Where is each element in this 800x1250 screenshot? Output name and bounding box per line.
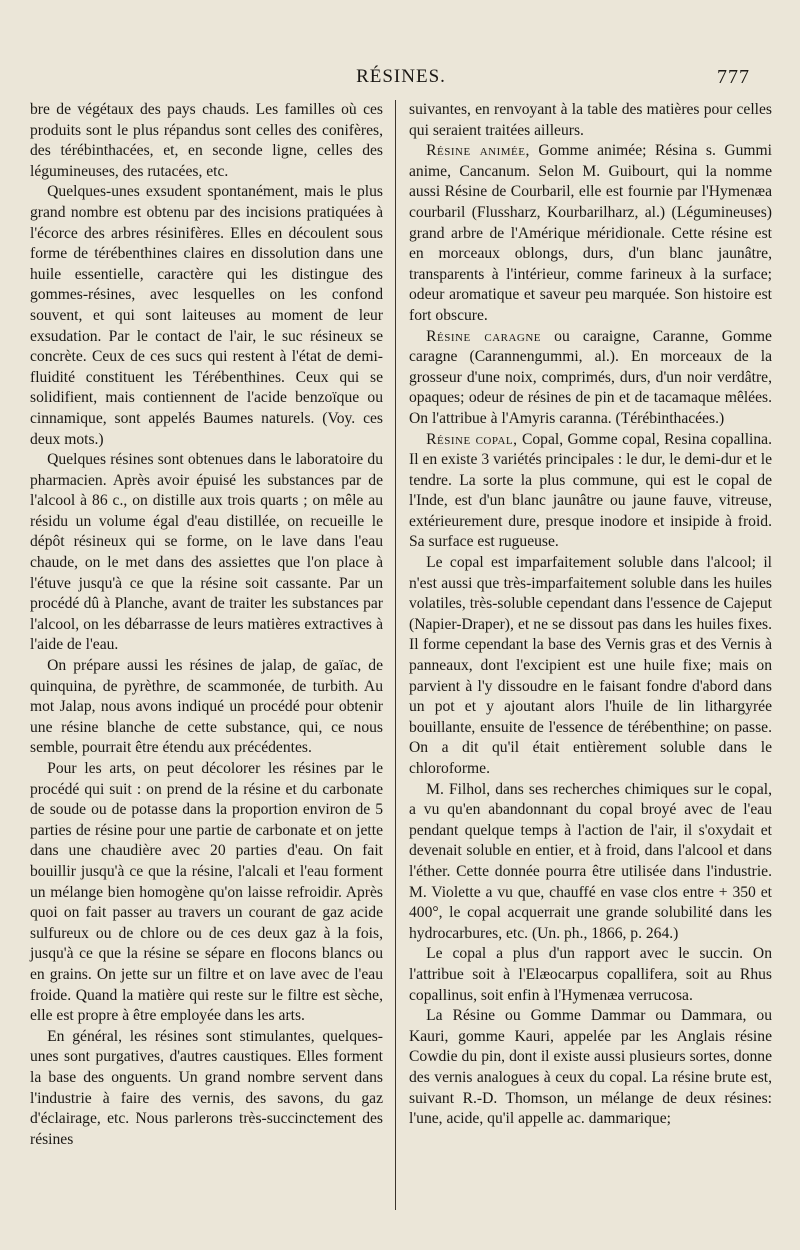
paragraph: Le copal a plus d'un rapport avec le succin. On l'attribue soit à l'Elæocarpus copallifera, soit au Rhus copallinus, soit enfin à l'Hymenæa verrucosa. xyxy=(409,945,772,1004)
paragraph: bre de végétaux des pays chauds. Les familles où ces produits sont le plus répandus sont celles des conifères, des térébinthacées, et, en seconde ligne, celles des légumineuses, des rutacées, etc. xyxy=(30,101,383,180)
entry-resine-copal xyxy=(409,430,772,554)
running-title: RÉSINES. xyxy=(356,66,446,87)
entry-resine-animee xyxy=(409,141,772,326)
entry-heading: Résine copal, xyxy=(426,430,518,448)
entry-heading: Résine caragne xyxy=(426,327,542,345)
entry-heading: Résine animée, xyxy=(426,142,530,160)
running-header xyxy=(30,66,772,96)
paragraph: Pour les arts, on peut décolorer les résines par le procédé qui suit : on prend de la résine et du carbonate de soude ou de potasse dans la proportion environ de 5 parties de résine pour une partie de carbonate et on jette dans une chaudière avec 20 parties d'eau. On fait bouillir jusqu'à ce que la résine, l'alcali et l'eau forment un mélange bien homogène qu'on laisse refroidir. Après quoi on fait passer au travers un courant de gaz acide sulfureux ou de chlore ou de ces deux gaz à la fois, jusqu'à ce que la résine se sépare en flocons blancs ou en grains. On jette sur un filtre et on lave avec de l'eau froide. Quand la matière qui reste sur le filtre est sèche, elle est propre à être employée dans les arts. xyxy=(30,760,383,1025)
paragraph: En général, les résines sont stimulantes, quelques-unes sont purgatives, d'autres caustiques. Elles forment la base des onguents. Un grand nombre servent dans l'industrie à faire des vernis, des savons, du gaz d'éclairage, etc. Nous parlerons très-succinctement des résines xyxy=(30,1027,383,1148)
entry-text: Copal, Gomme copal, Resina copallina. Il en existe 3 variétés principales : le dur, le demi-dur et le tendre. La sorte la plus commune, qui est le copal de l'Inde, est d'un blanc jaunâtre ou jaune fauve, vitreuse, extérieurement dure, presque inodore et insipide à froid. Sa surface est rugueuse. xyxy=(409,430,773,551)
entry-text: ou caraigne, Caranne, Gomme caragne (Carannengummi, al.). En morceaux de la grosseur d'une noix, comprimés, durs, d'un noir verdâtre, opaques; odeur de résines de pin et de tacamaque mêlées. On l'attribue à l'Amyris caranna. (Térébinthacées.) xyxy=(409,327,772,427)
left-column xyxy=(30,100,395,1210)
paragraph: M. Filhol, dans ses recherches chimiques sur le copal, a vu qu'en abandonnant du copal broyé avec de l'eau pendant quelque temps à l'action de l'air, il s'oxydait et devenait soluble en entier, et à froid, dans l'alcool et dans l'éther. Cette donnée pourra être utilisée dans l'industrie. M. Violette a vu que, chauffé en vase clos entre + 350 et 400°, le copal acquerrait une grande solubilité dans les hydrocarbures, etc. (Un. ph., 1866, p. 264.) xyxy=(409,780,772,942)
paragraph: Quelques résines sont obtenues dans le laboratoire du pharmacien. Après avoir épuisé les substances par de l'alcool à 86 c., on distille aux trois quarts ; on mêle au résidu un volume égal d'eau distillée, on recueille le dépôt résineux qui se forme, on le lave dans l'eau chaude, on le met dans des assiettes que l'on place à l'étuve jusqu'à ce que la résine soit cassante. Par un procédé dû à Planche, avant de traiter les substances par l'alcool, on les débarrasse de leurs matières extractives à l'aide de l'eau. xyxy=(30,451,383,654)
entry-resine-caragne xyxy=(409,327,772,430)
paragraph: On prépare aussi les résines de jalap, de gaïac, de quinquina, de pyrèthre, de scammonée, de turbith. Au mot Jalap, nous avons indiqué un procédé pour obtenir une résine blanche de cette substance, qui, ce nous semble, pourrait être étendu aux précédentes. xyxy=(30,657,383,757)
entry-text: Gomme animée; Résina s. Gummi anime, Cancanum. Selon M. Guibourt, qui la nomme aussi Résine de Courbaril, elle est fournie par l'Hymenæa courbaril (Flussharz, Kourbarilharz, al.) (Légumineuses) grand arbre de l'Amérique méridionale. Cette résine est en morceaux oblongs, durs, d'un blanc jaunâtre, transparents à l'intérieur, comme farineux à la surface; odeur aromatique et saveur peu marquée. Son histoire est fort obscure. xyxy=(409,142,772,324)
paragraph: Le copal est imparfaitement soluble dans l'alcool; il n'est aussi que très-imparfaitement soluble dans les huiles volatiles, très-soluble cependant dans l'essence de Cajeput (Napier-Draper), et ne se dissout pas dans les huiles fixes. Il forme cependant la base des Vernis gras et des Vernis à panneaux, dont l'excipient est une huile fixe; mais on parvient à l'y dissoudre en le faisant fondre d'abord dans un pot et y ajoutant alors l'huile de lin lithargyrée bouillante, ensuite de l'essence de térébenthine; on passe. On a dit qu'il était entièrement soluble dans le chloroforme. xyxy=(409,554,772,777)
paragraph: suivantes, en renvoyant à la table des matières pour celles qui seraient traitées ailleurs. xyxy=(409,101,772,139)
paragraph: La Résine ou Gomme Dammar ou Dammara, ou Kauri, gomme Kauri, appelée par les Anglais résine Cowdie du pin, dont il existe aussi plusieurs sortes, donne des vernis analogues à ceux du copal. La résine brute est, suivant R.-D. Thomson, un mélange de deux résines: l'une, acide, qu'il appelle ac. dammarique; xyxy=(409,1007,772,1128)
text-columns xyxy=(30,100,772,1210)
paragraph: Quelques-unes exsudent spontanément, mais le plus grand nombre est obtenu par des incisions pratiquées à l'écorce des arbres résinifères. Elles en découlent sous forme de térébenthines claires en dissolution dans une huile essentielle, caractère qui les distingue des gommes-résines, avec lesquelles on les confond souvent, et qui sont laiteuses au moment de leur exsudation. Par le contact de l'air, le suc résineux se concrète. Ceux de ces sucs qui restent à l'état de demi-fluidité constituent les Térébenthines. Ceux qui se solidifient, mais contiennent de l'acide benzoïque ou cinnamique, sont appelés Baumes naturels. (Voy. ces deux mots.) xyxy=(30,183,383,448)
page-number: 777 xyxy=(717,66,750,88)
right-column xyxy=(395,100,772,1210)
